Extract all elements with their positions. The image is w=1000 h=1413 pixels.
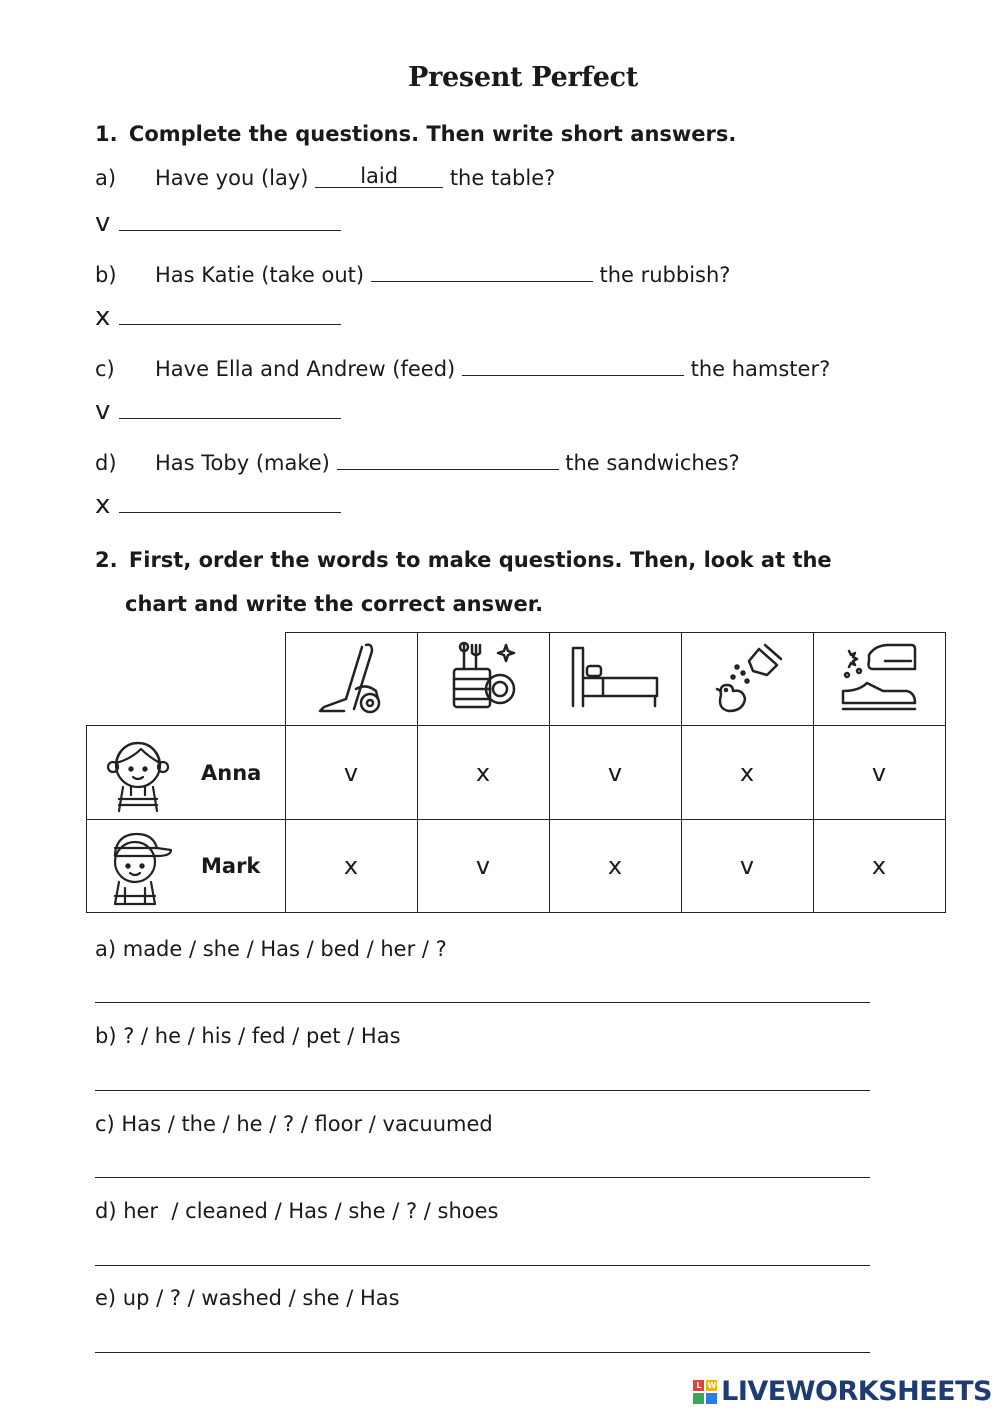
item-letter: b)	[95, 263, 117, 287]
logo-tile	[706, 1393, 717, 1404]
chore-header-iron	[813, 633, 945, 726]
answer-blank[interactable]	[462, 354, 684, 376]
answer-line[interactable]	[95, 1352, 870, 1353]
chart-mark: x	[681, 726, 813, 820]
short-answer-a	[95, 208, 341, 238]
item-letter: c)	[95, 357, 115, 381]
logo-mark-icon	[693, 1380, 717, 1404]
chart-mark: x	[813, 820, 945, 913]
short-answer-d	[95, 490, 341, 520]
exercise-number: 1.	[95, 122, 118, 146]
question-text: Have you (lay)	[155, 166, 316, 190]
exercise-instruction: Complete the questions. Then write short answers.	[128, 122, 737, 146]
chart-mark: v	[417, 820, 549, 913]
clean-dishes-icon	[446, 639, 520, 715]
student-name: Anna	[201, 760, 262, 785]
chore-header-bed	[549, 633, 681, 726]
answer-blank[interactable]	[315, 166, 443, 188]
question-text: the rubbish?	[592, 263, 731, 287]
answer-line[interactable]	[95, 1265, 870, 1266]
question-b	[95, 260, 730, 287]
scrambled-question-d: d) her / cleaned / Has / she / ? / shoes	[95, 1199, 499, 1223]
short-answer-blank[interactable]	[119, 209, 341, 231]
question-text: the hamster?	[683, 357, 831, 381]
logo-tile	[693, 1393, 704, 1404]
student-name: Mark	[201, 854, 261, 878]
vacuum-cleaner-icon	[316, 639, 386, 715]
item-letter: a)	[95, 166, 117, 190]
short-answer-b	[95, 302, 341, 332]
scrambled-question-b: b) ? / he / his / fed / pet / Has	[95, 1024, 401, 1048]
item-letter: d)	[95, 451, 117, 475]
exercise-instruction: First, order the words to make questions. Then, look at the	[128, 548, 832, 572]
chart-mark: x	[549, 820, 681, 913]
logo-tile: W	[707, 1380, 716, 1390]
short-answer-blank[interactable]	[119, 303, 341, 325]
scrambled-question-c: c) Has / the / he / ? / floor / vacuumed	[95, 1112, 493, 1136]
filled-answer: laid	[360, 164, 399, 188]
question-text: the sandwiches?	[558, 451, 740, 475]
chore-chart	[86, 632, 946, 913]
question-text: the table?	[443, 166, 556, 190]
question-text: Has Toby (make)	[155, 451, 337, 475]
page-title: Present Perfect	[408, 62, 638, 93]
short-answer-blank[interactable]	[119, 491, 341, 513]
chart-mark: x	[285, 820, 417, 913]
short-answer-blank[interactable]	[119, 397, 341, 419]
scrambled-question-a: a) made / she / Has / bed / her / ?	[95, 937, 447, 961]
liveworksheets-logo[interactable]	[693, 1376, 992, 1407]
answer-line[interactable]	[95, 1002, 870, 1003]
chart-mark: v	[813, 726, 945, 820]
iron-shoes-icon	[839, 641, 919, 713]
bed-icon	[569, 644, 661, 710]
girl-avatar-icon	[101, 733, 175, 813]
question-a	[95, 166, 555, 190]
chore-header-feed-pet	[681, 633, 813, 726]
answer-line[interactable]	[95, 1090, 870, 1091]
question-c	[95, 354, 830, 381]
exercise-2-heading-line2: chart and write the correct answer.	[125, 592, 544, 616]
question-d	[95, 448, 740, 475]
question-text: Has Katie (take out)	[155, 263, 371, 287]
exercise-1-heading	[95, 122, 736, 146]
chart-mark: v	[681, 820, 813, 913]
chore-header-dishes	[417, 633, 549, 726]
boy-avatar-icon	[101, 826, 175, 906]
student-cell-mark	[87, 820, 286, 913]
tick-mark: v	[95, 208, 111, 238]
answer-blank[interactable]	[337, 448, 559, 470]
cross-mark: x	[95, 490, 111, 520]
answer-line[interactable]	[95, 1177, 870, 1178]
student-cell-anna	[87, 726, 286, 820]
tick-mark: v	[95, 396, 111, 426]
chart-mark: v	[285, 726, 417, 820]
logo-text: LIVEWORKSHEETS	[721, 1376, 992, 1407]
question-text: Have Ella and Andrew (feed)	[155, 357, 462, 381]
scrambled-question-e: e) up / ? / washed / she / Has	[95, 1286, 400, 1310]
answer-blank[interactable]	[371, 260, 593, 282]
exercise-2-heading	[95, 548, 832, 572]
chart-mark: x	[417, 726, 549, 820]
logo-tile: L	[693, 1380, 704, 1391]
exercise-number: 2.	[95, 548, 118, 572]
empty-corner-cell	[87, 633, 286, 726]
feed-pet-icon	[709, 639, 785, 715]
cross-mark: x	[95, 302, 111, 332]
chart-mark: v	[549, 726, 681, 820]
short-answer-c	[95, 396, 341, 426]
chore-header-vacuum	[285, 633, 417, 726]
